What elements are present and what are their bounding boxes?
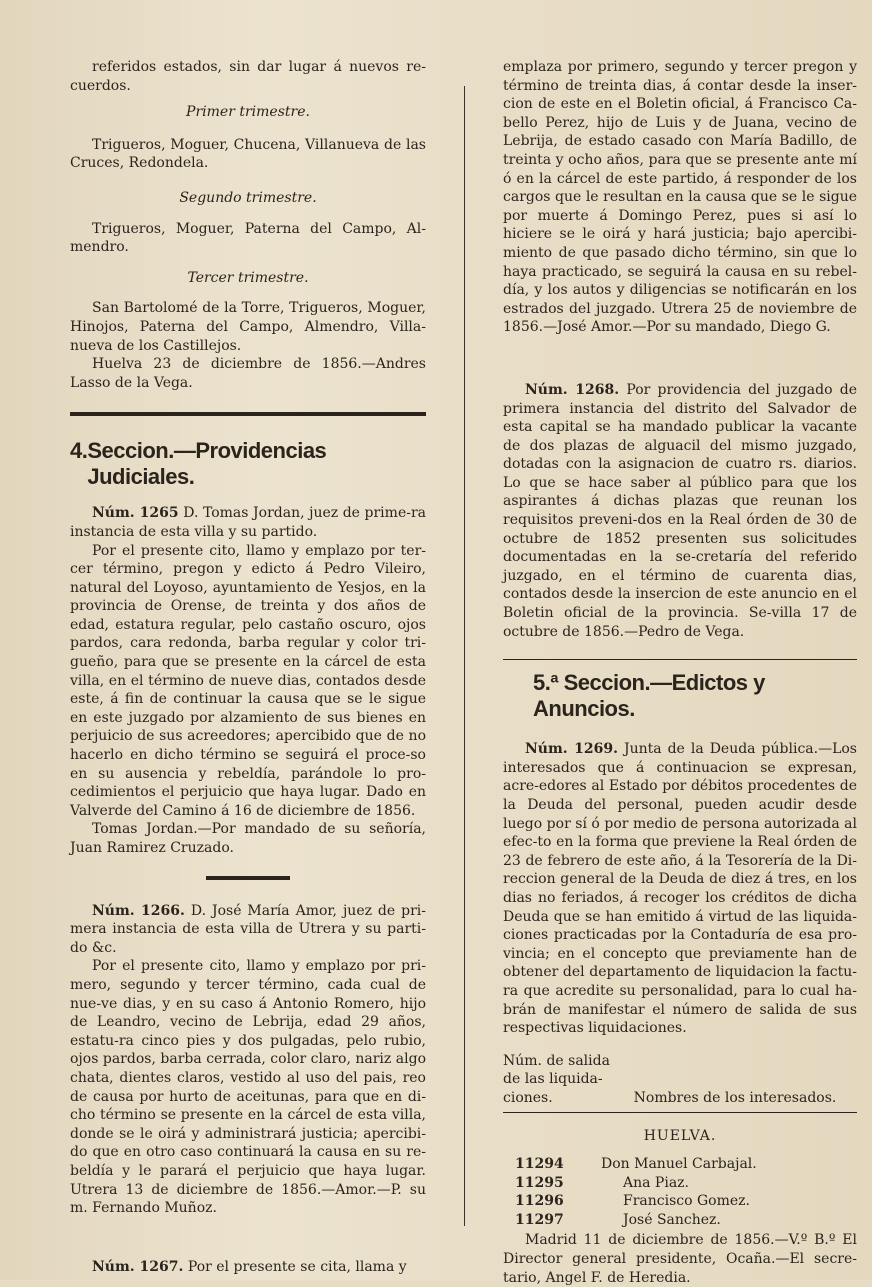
right-column [503, 58, 857, 1287]
notice-1265-heading [70, 504, 426, 541]
creditor-name: Don Manuel Carbajal. [601, 1156, 757, 1173]
creditor-name: Ana Piaz. [623, 1174, 689, 1191]
section-divider [70, 412, 426, 416]
third-quarter-title: Tercer trimestre. [187, 269, 309, 286]
creditor-name: Francisco Gomez. [623, 1193, 750, 1210]
closing-signature: Madrid 11 de diciembre de 1856.—V.º B.º El Director general presidente, Ocaña.—El secre-tario, Angel F. de Heredia. [503, 1232, 857, 1286]
notice-text: Por el presente se cita, llama y [187, 1258, 407, 1275]
notice-text: Por providencia del juzgado de primera instancia del distrito del Salvador de esta capital se ha mandado publicar la vacante de dos plazas de alguacil del mismo juzgado, dotadas con la asignacion de cuatro rs. diarios. Lo que se hace saber al público para que los aspirantes á dichas plazas que reunan los requisitos preveni-dos en la Real órden de 30 de octubre de 1852 presenten sus solicitudes documentadas en la se-cretaría del referido juzgado, en el término de cuarenta dias, contados desde la insercion de este anuncio en el Boletin oficial de la provincia. Se-villa 17 de octubre de 1856.—Pedro de Vega. [503, 381, 857, 640]
notice-1265-signature: Tomas Jordan.—Por mandado de su señoría, Juan Ramirez Cruzado. [70, 821, 426, 856]
column-divider [464, 86, 465, 1226]
second-quarter-title: Segundo trimestre. [179, 189, 317, 206]
liquidation-number: 11295 [515, 1174, 564, 1191]
notice-number: Núm. 1265 [92, 505, 179, 522]
notice-number: Núm. 1268. [525, 381, 620, 398]
notice-title: D. José María Amor, juez de pri-mera instancia de esta villa de Utrera y su parti-do &c. [70, 902, 426, 956]
column-header-number: Núm. de salida de las liquida-ciones. [503, 1052, 613, 1112]
section-4-heading [70, 438, 426, 490]
table-row [503, 1174, 857, 1193]
first-quarter-text: Trigueros, Moguer, Chucena, Villanueva de las Cruces, Redondela. [70, 136, 426, 172]
liquidation-number: 11297 [515, 1211, 564, 1228]
table-row [503, 1192, 857, 1211]
section-4-number: 4. [70, 438, 88, 464]
table-header-row [503, 1052, 857, 1112]
section-4-title: Seccion.—Providencias Judiciales. [87, 438, 327, 490]
notice-number: Núm. 1266. [92, 902, 185, 919]
notice-number: Núm. 1267. [92, 1258, 184, 1275]
liquidation-number: 11294 [515, 1156, 564, 1173]
notice-1268 [503, 381, 857, 641]
short-divider [206, 876, 290, 880]
signature-huelva: Huelva 23 de diciembre de 1856.—Andres Lasso de la Vega. [70, 356, 426, 391]
intro-text: referidos estados, sin dar lugar á nuevos re-cuerdos. [70, 59, 426, 94]
notice-1267-heading [70, 1258, 426, 1277]
creditors-table [503, 1052, 857, 1113]
notice-1265-body: Por el presente cito, llamo y emplazo por ter-cer término, pregon y edicto á Pedro Vileiro, natural del Loyoso, ayuntamiento de Yesjos, en la provincia de Orense, de treinta y dos años de edad, estatura regular, pelo castaño oscuro, ojos pardos, cara redonda, barba regular y color tri-gueño, para que se presente en la cárcel de esta villa, en el término de nueve dias, contados desde este, á fin de continuar la causa que se le sigue en este juzgado por alzamiento de sus bienes en perjuicio de sus acreedores; apercibido que de no hacerlo en dicho término se seguirá el proce-so en su ausencia y rebeldía, parándole lo pro-cedimientos el perjuicio que haya lugar. Dado en Valverde del Camino á 16 de diciembre de 1856. [70, 542, 426, 819]
notice-number: Núm. 1269. [525, 741, 618, 758]
section-5-heading: 5.ª Seccion.—Edictos y Anuncios. [533, 670, 765, 722]
notice-title: D. Tomas Jordan, juez de prime-ra instancia de esta villa y su partido. [70, 505, 426, 540]
notice-1269 [503, 740, 857, 1038]
liquidation-number: 11296 [515, 1193, 564, 1210]
first-quarter-title: Primer trimestre. [186, 104, 310, 121]
town-heading: HUELVA. [643, 1127, 717, 1144]
table-row [503, 1211, 857, 1230]
notice-text: Junta de la Deuda pública.—Los interesados que á continuacion se expresan, acre-edores al Estado por débitos procedentes de la Deuda del personal, pueden acudir desde luego por sí ó por medio de persona autorizada al efec-to en la forma que previene la Real órden de 23 de febrero de este año, á la Tesorería de la Di-reccion general de la Deuda de diez á tres, en los dias no feriados, á recoger los créditos de dicha Deuda que se han emitido á virtud de las liquida-ciones practicadas por la Contaduría de esa pro-vincia; en el concepto que previamente han de obtener del departamento de liquidacion la factu-ra que acredite su personalidad, para lo cual ha-brán de manifestar el número de salida de sus respectivas liquidaciones. [503, 741, 857, 1037]
table-row [503, 1155, 857, 1174]
third-quarter-text: San Bartolomé de la Torre, Trigueros, Moguer, Hinojos, Paterna del Campo, Almendro, Villa-nueva de los Castillejos. [70, 300, 426, 354]
notice-1266-heading [70, 902, 426, 958]
creditor-name: José Sanchez. [623, 1211, 721, 1228]
column-header-names: Nombres de los interesados. [613, 1052, 857, 1112]
notice-1267-continuation: emplaza por primero, segundo y tercer pregon y término de treinta dias, á contar desde la inser-cion de este en el Boletin oficial, á Francisco Ca-bello Perez, hijo de Luis y de Juana, vecino de Lebrija, de estado casado con María Badillo, de treinta y ocho años, para que se presente ante mí ó en la cárcel de este partido, á responder de los cargos que le resultan en la causa que se le sigue por muerte á Domingo Perez, pues si así lo hiciere se le oirá y hará justicia; bajo apercibi-miento de que pasado dicho término, sin que lo haya practicado, se seguirá la causa en su rebel-día, y los autos y diligencias se notificarán en los estrados del juzgado. Utrera 25 de noviembre de 1856.—José Amor.—Por su mandado, Diego G. [503, 59, 857, 336]
left-column [70, 58, 426, 1276]
section-divider [503, 659, 857, 660]
second-quarter-text: Trigueros, Moguer, Paterna del Campo, Al-mendro. [70, 220, 426, 256]
notice-1266-body: Por el presente cito, llamo y emplazo por pri-mero, segundo y tercer término, cada cual de nue-ve dias, y en su caso á Antonio Romero, hijo de Leandro, vecino de Lebrija, edad 29 años, estatu-ra cinco pies y dos pulgadas, pelo rubio, ojos pardos, barba cerrada, color claro, nariz algo chata, dientes claros, vestido al uso del pais, reo de causa por hurto de aceitunas, para que en di-cho término se presente en la cárcel de esta villa, donde se le oirá y administrará justicia; apercibi-do que en otro caso continuará la causa en su re-beldía y le parará el perjuicio que haya lugar. Utrera 13 de diciembre de 1856.—Amor.—P. su m. Fernando Muñoz. [70, 958, 426, 1217]
